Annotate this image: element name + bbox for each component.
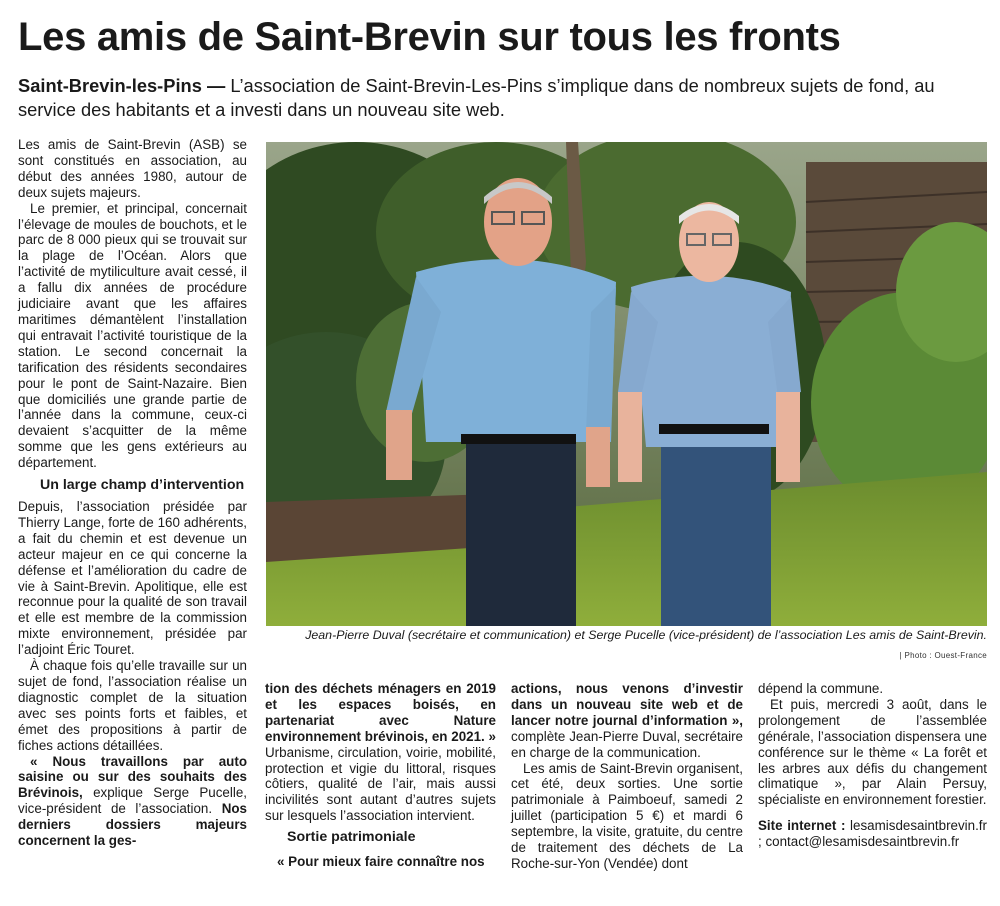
subhead-sortie: Sortie patrimoniale: [287, 829, 416, 846]
website-text: lesamisdesaintbrevin.fr ; contact@lesamisdesaintbrevin.fr: [758, 818, 987, 850]
chapo-location: Saint-Brevin-les-Pins —: [18, 75, 226, 96]
headline: Les amis de Saint-Brevin sur tous les fronts: [18, 15, 841, 59]
quote-duval: « Pour mieux faire connaître nos: [277, 854, 485, 870]
chapo-text: L’association de Saint-Brevin-Les-Pins s’implique dans de nombreux sujets de fond, au service des habitants et a investi dans un nouveau site web.: [18, 75, 935, 121]
col4-paragraph-2: Et puis, mercredi 3 août, dans le prolongement de l’assemblée générale, l’association dispensera une conférence sur le thème « La forêt et les arbres aux défis du changement climatique », par Alain Persuy, spécialiste en environnement forestier.: [758, 696, 987, 808]
subhead-champ: Un large champ d’intervention: [40, 477, 245, 494]
website-label: Site internet :: [758, 818, 846, 834]
website-line: [758, 818, 987, 850]
col1-paragraph-3: Depuis, l’association présidée par Thierry Lange, forte de 160 adhérents, a fait du chemin et est devenue un acteur majeur en ce qui concerne la défense et l’amélioration du cadre de vie à Saint-Brevin. Apolitique, elle est reconnue pour la qualité de son travail et elle est membre de la commission mixte environnement, présidée par l’adjoint Éric Touret.: [18, 499, 247, 658]
attribution-pucelle: explique Serge Pucelle, vice-président de l’association.: [18, 785, 247, 817]
attribution-duval: complète Jean-Pierre Duval, secrétaire en charge de la communication.: [511, 728, 743, 760]
col3-paragraph-2: Les amis de Saint-Brevin organisent, cet été, deux sorties. Une sortie patrimoniale à Paimboeuf, samedi 2 juillet (participation 5 €) et mardi 6 septembre, la visite, gratuite, du centre de traitement des déchets de La Roche-sur-Yon (Vendée) dont: [511, 760, 743, 871]
chapo: [18, 74, 983, 123]
col2-paragraph-1: [265, 681, 496, 824]
column-3: [511, 681, 743, 872]
col1-paragraph-4: À chaque fois qu’elle travaille sur un sujet de fond, l’association réalise un diagnostic complet de la situation avec ses points forts et faibles, et émet des propositions à partir de fiches actions détaillées.: [18, 658, 247, 753]
photo: [266, 142, 987, 626]
quote-duval-2: actions, nous venons d’investir dans un nouveau site web et de lancer notre journal d’information »,: [511, 681, 743, 728]
col2-paragraph-2: [265, 854, 496, 870]
col3-paragraph-1: [511, 681, 743, 761]
photo-illustration: [266, 142, 987, 626]
photo-credit: | Photo : Ouest-France: [899, 651, 987, 660]
quote-pucelle-2: Nos derniers dossiers majeurs concernent la ges-: [18, 801, 247, 849]
col2-text: Urbanisme, circulation, voirie, mobilité, protection et vigie du littoral, risques côtiers, qualité de l’air, mais aussi incivilités sont autant d’autres sujets sur lesquels l’association intervient.: [265, 744, 496, 824]
column-4: [758, 681, 987, 850]
column-1: [18, 137, 247, 849]
col1-paragraph-1: Les amis de Saint-Brevin (ASB) se sont constitués en association, au début des années 1980, autour de deux sujets majeurs.: [18, 137, 247, 200]
col4-paragraph-1: dépend la commune.: [758, 681, 884, 696]
quote-pucelle-3: tion des déchets ménagers en 2019 et les espaces boisés, en partenariat avec Nature environnement brévinois, en 2021. »: [265, 681, 496, 744]
col1-paragraph-5: [18, 754, 247, 849]
photo-caption: Jean-Pierre Duval (secrétaire et communication) et Serge Pucelle (vice-président) de l’association Les amis de Saint-Brevin.: [305, 628, 987, 642]
col1-paragraph-2: Le premier, et principal, concernait l’élevage de moules de bouchots, et le parc de 8 000 pieux qui se trouvait sur la plage de l’Océan. Alors que l’activité de mytiliculture avait cessé, il a fallu dix années de procédure judiciaire avant que les affaires maritimes démantèlent l’installation qui entravait l’activité touristique de la station. Le second concernait la tarification des résidents secondaires pour le pont de Saint-Nazaire. Bien que domiciliés une grande partie de l’année dans la commune, ceux-ci devaient s’acquitter de la même somme que les gens extérieurs au département.: [18, 200, 247, 471]
quote-pucelle: « Nous travaillons par auto saisine ou sur des souhaits des Brévinois,: [18, 753, 247, 801]
column-2: [265, 681, 496, 870]
